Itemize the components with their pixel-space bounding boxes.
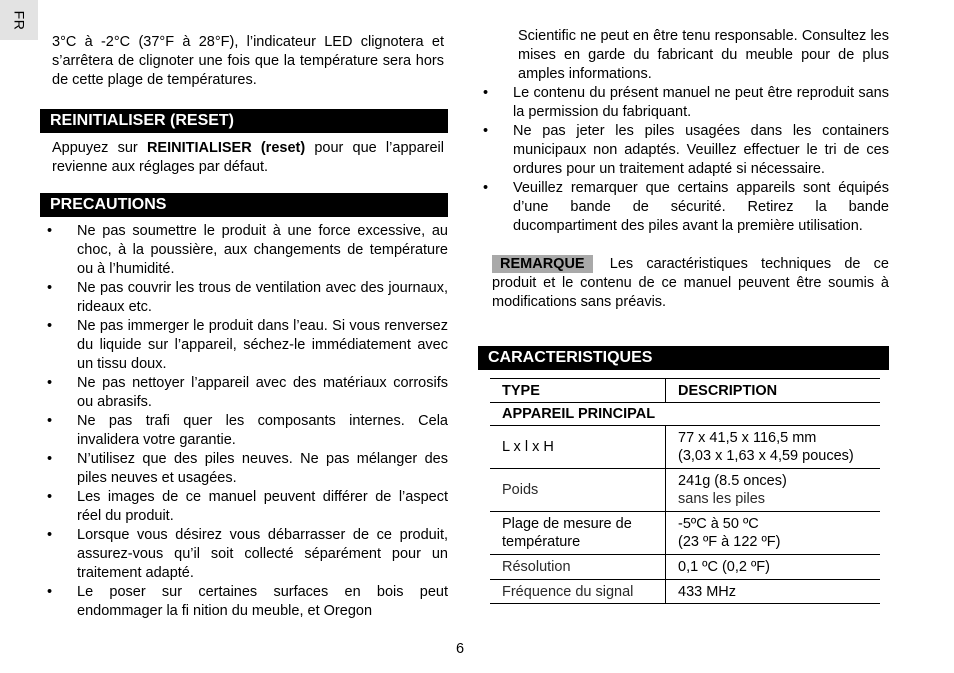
reset-text-before: Appuyez sur (52, 140, 147, 156)
list-item: • N’utilisez que des piles neuves. Ne pas mélanger des piles neuves et usagées. (40, 450, 448, 488)
page-number: 6 (456, 641, 465, 657)
table-row (490, 469, 880, 512)
reset-section-title: REINITIALISER (RESET) (40, 109, 448, 133)
list-item: • Le contenu du présent manuel ne peut être reproduit sans la permission du fabriquant. (476, 84, 889, 122)
remark-badge: REMARQUE (492, 255, 593, 273)
list-item: • Veuillez remarquer que certains appareils sont équipés d’une bande de sécurité. Retirez la bande ducompartiment des piles avant la première utilisation. (476, 179, 889, 236)
list-item: • Ne pas jeter les piles usagées dans les containers municipaux non adaptés. Veuillez effectuer le tri de ces ordures pour un traitement adapté si nécessaire. (476, 122, 889, 179)
group-label: APPAREIL PRINCIPAL (490, 403, 880, 426)
row-description: 0,1 ºC (0,2 ºF) (666, 555, 881, 580)
reset-text-bold: REINITIALISER (reset) (146, 140, 306, 156)
language-label: FR (11, 10, 28, 30)
desc-line: (23 ºF à 122 ºF) (678, 534, 781, 550)
desc-line: sans les piles (678, 491, 766, 507)
remark-paragraph (478, 255, 889, 312)
desc-line: -5ºC à 50 ºC (678, 516, 759, 532)
desc-line: 241g (8.5 onces) (678, 473, 787, 489)
list-item: • Ne pas couvrir les trous de ventilation avec des journaux, rideaux etc. (40, 279, 448, 317)
list-item: • Lorsque vous désirez vous débarrasser de ce produit, assurez-vous qu’il soit collecté séparément pour un traitement adapté. (40, 526, 448, 583)
reset-text-after: pour que l’appareil revienne aux réglages par défaut. (52, 140, 444, 175)
row-description (666, 512, 881, 555)
specs-section-title: CARACTERISTIQUES (478, 346, 889, 370)
list-item: • Ne pas soumettre le produit à une force excessive, au choc, à la poussière, aux changements de température ou à l’humidité. (40, 222, 448, 279)
table-row (490, 512, 880, 555)
list-item: • Les images de ce manuel peuvent différer de l’aspect réel du produit. (40, 488, 448, 526)
row-type: L x l x H (490, 426, 666, 469)
list-item: • Le poser sur certaines surfaces en bois peut endommager la fi nition du meuble, et Oregon (40, 583, 448, 621)
left-column (40, 33, 448, 621)
right-column (478, 27, 889, 604)
precautions-section-title: PRECAUTIONS (40, 193, 448, 217)
desc-line: 77 x 41,5 x 116,5 mm (678, 430, 817, 446)
row-type: Poids (490, 469, 666, 512)
desc-line: (3,03 x 1,63 x 4,59 pouces) (678, 448, 854, 464)
row-type: Résolution (490, 555, 666, 580)
remark-text: Les caractéristiques techniques de ce produit et le contenu de ce manuel peuvent être soumis à modifications sans préavis. (492, 256, 889, 310)
table-row (490, 580, 880, 604)
row-type: Fréquence du signal (490, 580, 666, 604)
row-description (666, 469, 881, 512)
precautions-list (40, 222, 448, 621)
list-item: • Ne pas immerger le produit dans l’eau. Si vous renversez du liquide sur l’appareil, séchez-le immédiatement avec un tissu doux. (40, 317, 448, 374)
language-tab (0, 0, 38, 40)
row-type: Plage de mesure de température (490, 512, 666, 555)
intro-paragraph: 3°C à -2°C (37°F à 28°F), l’indicateur LED clignotera et s’arrêtera de clignoter une fois que la température sera hors de cette plage de températures. (52, 34, 444, 88)
reset-paragraph (40, 139, 448, 177)
table-group-row (490, 403, 880, 426)
header-type: TYPE (490, 379, 666, 403)
table-row (490, 426, 880, 469)
header-description: DESCRIPTION (666, 379, 881, 403)
table-header-row (490, 379, 880, 403)
table-row (490, 555, 880, 580)
row-description (666, 426, 881, 469)
list-item: • Ne pas nettoyer l’appareil avec des matériaux corrosifs ou abrasifs. (40, 374, 448, 412)
row-description: 433 MHz (666, 580, 881, 604)
specs-table (490, 378, 880, 604)
right-bullet-list (476, 84, 889, 236)
continuation-paragraph: Scientific ne peut en être tenu responsable. Consultez les mises en garde du fabricant du meuble pour de plus amples informations. (518, 28, 889, 82)
list-item: • Ne pas trafi quer les composants internes. Cela invalidera votre garantie. (40, 412, 448, 450)
